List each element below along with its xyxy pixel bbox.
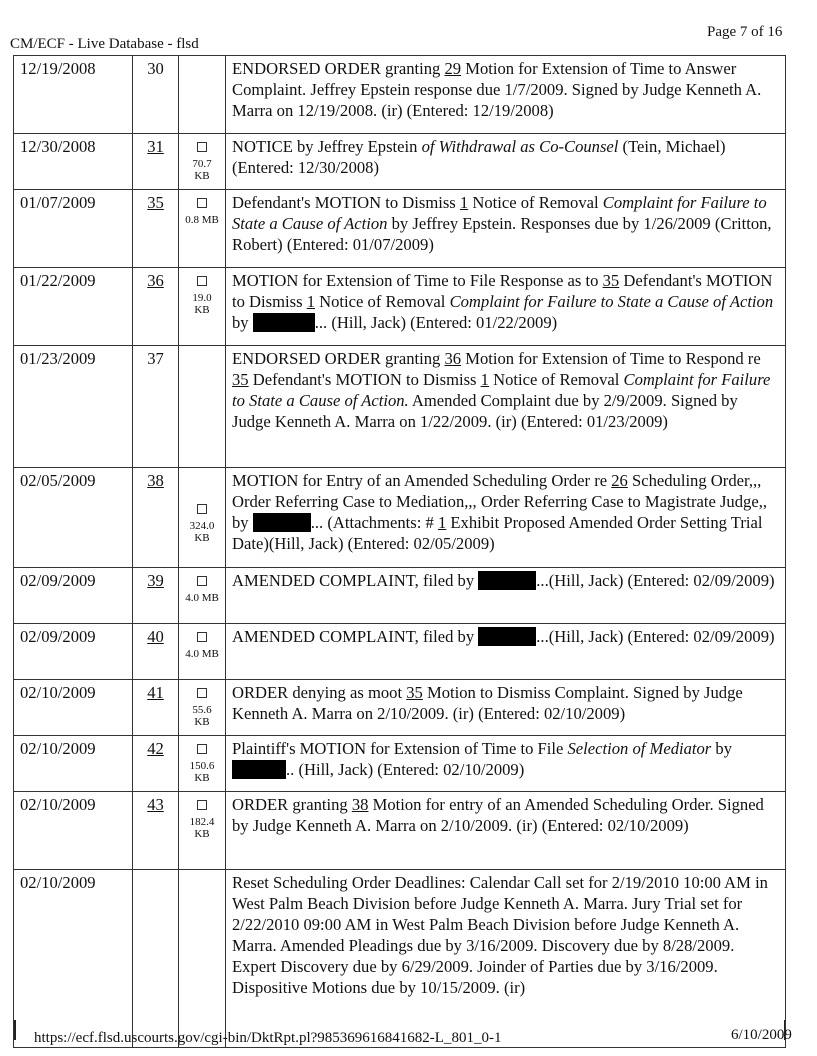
docket-row xyxy=(14,680,786,736)
document-cell xyxy=(179,134,226,190)
entry-number: 30 xyxy=(133,56,179,134)
entry-text: Plaintiff's MOTION for Extension of Time to File Selection of Mediator by .. (Hill, Jack) (Entered: 02/10/2009) xyxy=(226,736,786,792)
entry-number-link[interactable]: 40 xyxy=(133,624,179,680)
doc-reference-link[interactable]: 35 xyxy=(406,683,423,702)
page-header-title: CM/ECF - Live Database - flsd xyxy=(10,36,199,52)
docket-row xyxy=(14,870,786,1048)
entry-number-link[interactable]: 39 xyxy=(133,568,179,624)
entry-date: 02/10/2009 xyxy=(14,792,133,870)
doc-reference-link[interactable]: 35 xyxy=(602,271,620,290)
page-number: Page 7 of 16 xyxy=(707,24,783,40)
redaction-bar xyxy=(478,627,536,646)
entry-number-link[interactable]: 42 xyxy=(133,736,179,792)
document-size: 0.8 MB xyxy=(185,214,219,226)
redaction-bar xyxy=(478,571,536,590)
doc-reference-link[interactable]: 29 xyxy=(444,59,462,78)
document-size: 324.0 KB xyxy=(189,520,215,544)
entry-date: 02/10/2009 xyxy=(14,680,133,736)
entry-date: 12/30/2008 xyxy=(14,134,133,190)
doc-reference-link[interactable]: 1 xyxy=(480,370,489,389)
entry-number xyxy=(133,870,179,1048)
doc-reference-link[interactable]: 38 xyxy=(351,795,369,814)
document-icon[interactable] xyxy=(197,576,207,586)
entry-date: 01/22/2009 xyxy=(14,268,133,346)
entry-text: ORDER denying as moot 35 Motion to Dismiss Complaint. Signed by Judge Kenneth A. Marra on 2/10/2009. (ir) (Entered: 02/10/2009) xyxy=(226,680,786,736)
entry-text: AMENDED COMPLAINT, filed by ...(Hill, Jack) (Entered: 02/09/2009) xyxy=(226,624,786,680)
entry-text: MOTION for Extension of Time to File Response as to 35 Defendant's MOTION to Dismiss 1 Notice of Removal Complaint for Failure to State a Cause of Action by ... (Hill, Jack) (Entered: 01/22/2009) xyxy=(226,268,786,346)
docket-row xyxy=(14,624,786,680)
entry-date: 01/23/2009 xyxy=(14,346,133,468)
doc-reference-link[interactable]: 1 xyxy=(459,193,469,212)
docket-row xyxy=(14,792,786,870)
document-cell xyxy=(179,190,226,268)
document-size: 4.0 MB xyxy=(185,648,219,660)
entry-date: 02/10/2009 xyxy=(14,736,133,792)
entry-text: Reset Scheduling Order Deadlines: Calendar Call set for 2/19/2010 10:00 AM in West Palm Beach Division before Judge Kenneth A. Marra. Jury Trial set for 2/22/2010 09:00 AM in West Palm Beach Division before Judge Kenneth A. Marra. Amended Pleadings due by 3/16/2009. Discovery due by 8/28/2009. Expert Discovery due by 6/29/2009. Joinder of Parties due by 3/16/2009. Dispositive Motions due by 10/15/2009. (ir) xyxy=(226,870,786,1048)
redaction-bar xyxy=(253,313,315,332)
document-cell xyxy=(179,268,226,346)
document-icon[interactable] xyxy=(197,744,207,754)
document-cell xyxy=(179,56,226,134)
docket-row xyxy=(14,346,786,468)
entry-text: ORDER granting 38 Motion for entry of an Amended Scheduling Order. Signed by Judge Kenneth A. Marra on 2/10/2009. (ir) (Entered: 02/10/2009) xyxy=(226,792,786,870)
entry-text: AMENDED COMPLAINT, filed by ...(Hill, Jack) (Entered: 02/09/2009) xyxy=(226,568,786,624)
document-icon[interactable] xyxy=(197,504,207,514)
entry-date: 02/05/2009 xyxy=(14,468,133,568)
document-icon[interactable] xyxy=(197,142,207,152)
doc-reference-link[interactable]: 36 xyxy=(444,349,462,368)
entry-date: 02/09/2009 xyxy=(14,568,133,624)
document-size: 70.7 KB xyxy=(192,158,212,182)
docket-row xyxy=(14,190,786,268)
entry-number-link[interactable]: 36 xyxy=(133,268,179,346)
document-icon[interactable] xyxy=(197,632,207,642)
document-icon[interactable] xyxy=(197,198,207,208)
document-cell xyxy=(179,468,226,568)
document-cell xyxy=(179,346,226,468)
document-icon[interactable] xyxy=(197,800,207,810)
document-cell xyxy=(179,568,226,624)
entry-text: Defendant's MOTION to Dismiss 1 Notice of Removal Complaint for Failure to State a Cause of Action by Jeffrey Epstein. Responses due by 1/26/2009 (Critton, Robert) (Entered: 01/07/2009) xyxy=(226,190,786,268)
document-cell xyxy=(179,736,226,792)
entry-date: 01/07/2009 xyxy=(14,190,133,268)
docket-row xyxy=(14,268,786,346)
doc-reference-link[interactable]: 26 xyxy=(611,471,628,490)
docket-row xyxy=(14,468,786,568)
docket-row xyxy=(14,736,786,792)
entry-text: NOTICE by Jeffrey Epstein of Withdrawal as Co-Counsel (Tein, Michael) (Entered: 12/30/2008) xyxy=(226,134,786,190)
document-icon[interactable] xyxy=(197,276,207,286)
docket-table xyxy=(13,55,786,1048)
entry-number-link[interactable]: 31 xyxy=(133,134,179,190)
entry-date: 02/09/2009 xyxy=(14,624,133,680)
entry-number: 37 xyxy=(133,346,179,468)
doc-reference-link[interactable]: 1 xyxy=(437,513,447,532)
entry-text: ENDORSED ORDER granting 36 Motion for Extension of Time to Respond re 35 Defendant's MOTION to Dismiss 1 Notice of Removal Complaint for Failure to State a Cause of Action. Amended Complaint due by 2/9/2009. Signed by Judge Kenneth A. Marra on 1/22/2009. (ir) (Entered: 01/23/2009) xyxy=(226,346,786,468)
docket-row xyxy=(14,56,786,134)
document-size: 4.0 MB xyxy=(185,592,219,604)
entry-text: MOTION for Entry of an Amended Scheduling Order re 26 Scheduling Order,,, Order Referring Case to Mediation,,, Order Referring Case to Magistrate Judge,, by ... (Attachments: # 1 Exhibit Proposed Amended Order Setting Trial Date)(Hill, Jack) (Entered: 02/05/2009) xyxy=(226,468,786,568)
entry-date: 12/19/2008 xyxy=(14,56,133,134)
page-url: https://ecf.flsd.uscourts.gov/cgi-bin/DktRpt.pl?985369616841682-L_801_0-1 xyxy=(34,1030,502,1046)
document-cell xyxy=(179,624,226,680)
document-cell xyxy=(179,792,226,870)
docket-row xyxy=(14,568,786,624)
document-size: 55.6 KB xyxy=(192,704,212,728)
redaction-bar xyxy=(253,513,311,532)
document-cell xyxy=(179,680,226,736)
entry-text: ENDORSED ORDER granting 29 Motion for Extension of Time to Answer Complaint. Jeffrey Epstein response due 1/7/2009. Signed by Judge Kenneth A. Marra on 12/19/2008. (ir) (Entered: 12/19/2008) xyxy=(226,56,786,134)
entry-number-link[interactable]: 38 xyxy=(133,468,179,568)
document-icon[interactable] xyxy=(197,688,207,698)
entry-date: 02/10/2009 xyxy=(14,870,133,1048)
entry-number-link[interactable]: 41 xyxy=(133,680,179,736)
docket-row xyxy=(14,134,786,190)
print-date: 6/10/2009 xyxy=(731,1027,792,1043)
redaction-bar xyxy=(232,760,286,779)
entry-number-link[interactable]: 35 xyxy=(133,190,179,268)
document-size: 182.4 KB xyxy=(189,816,215,840)
document-cell xyxy=(179,870,226,1048)
doc-reference-link[interactable]: 35 xyxy=(232,370,249,389)
doc-reference-link[interactable]: 1 xyxy=(306,292,315,311)
document-size: 19.0 KB xyxy=(192,292,212,316)
entry-number-link[interactable]: 43 xyxy=(133,792,179,870)
document-size: 150.6 KB xyxy=(189,760,215,784)
